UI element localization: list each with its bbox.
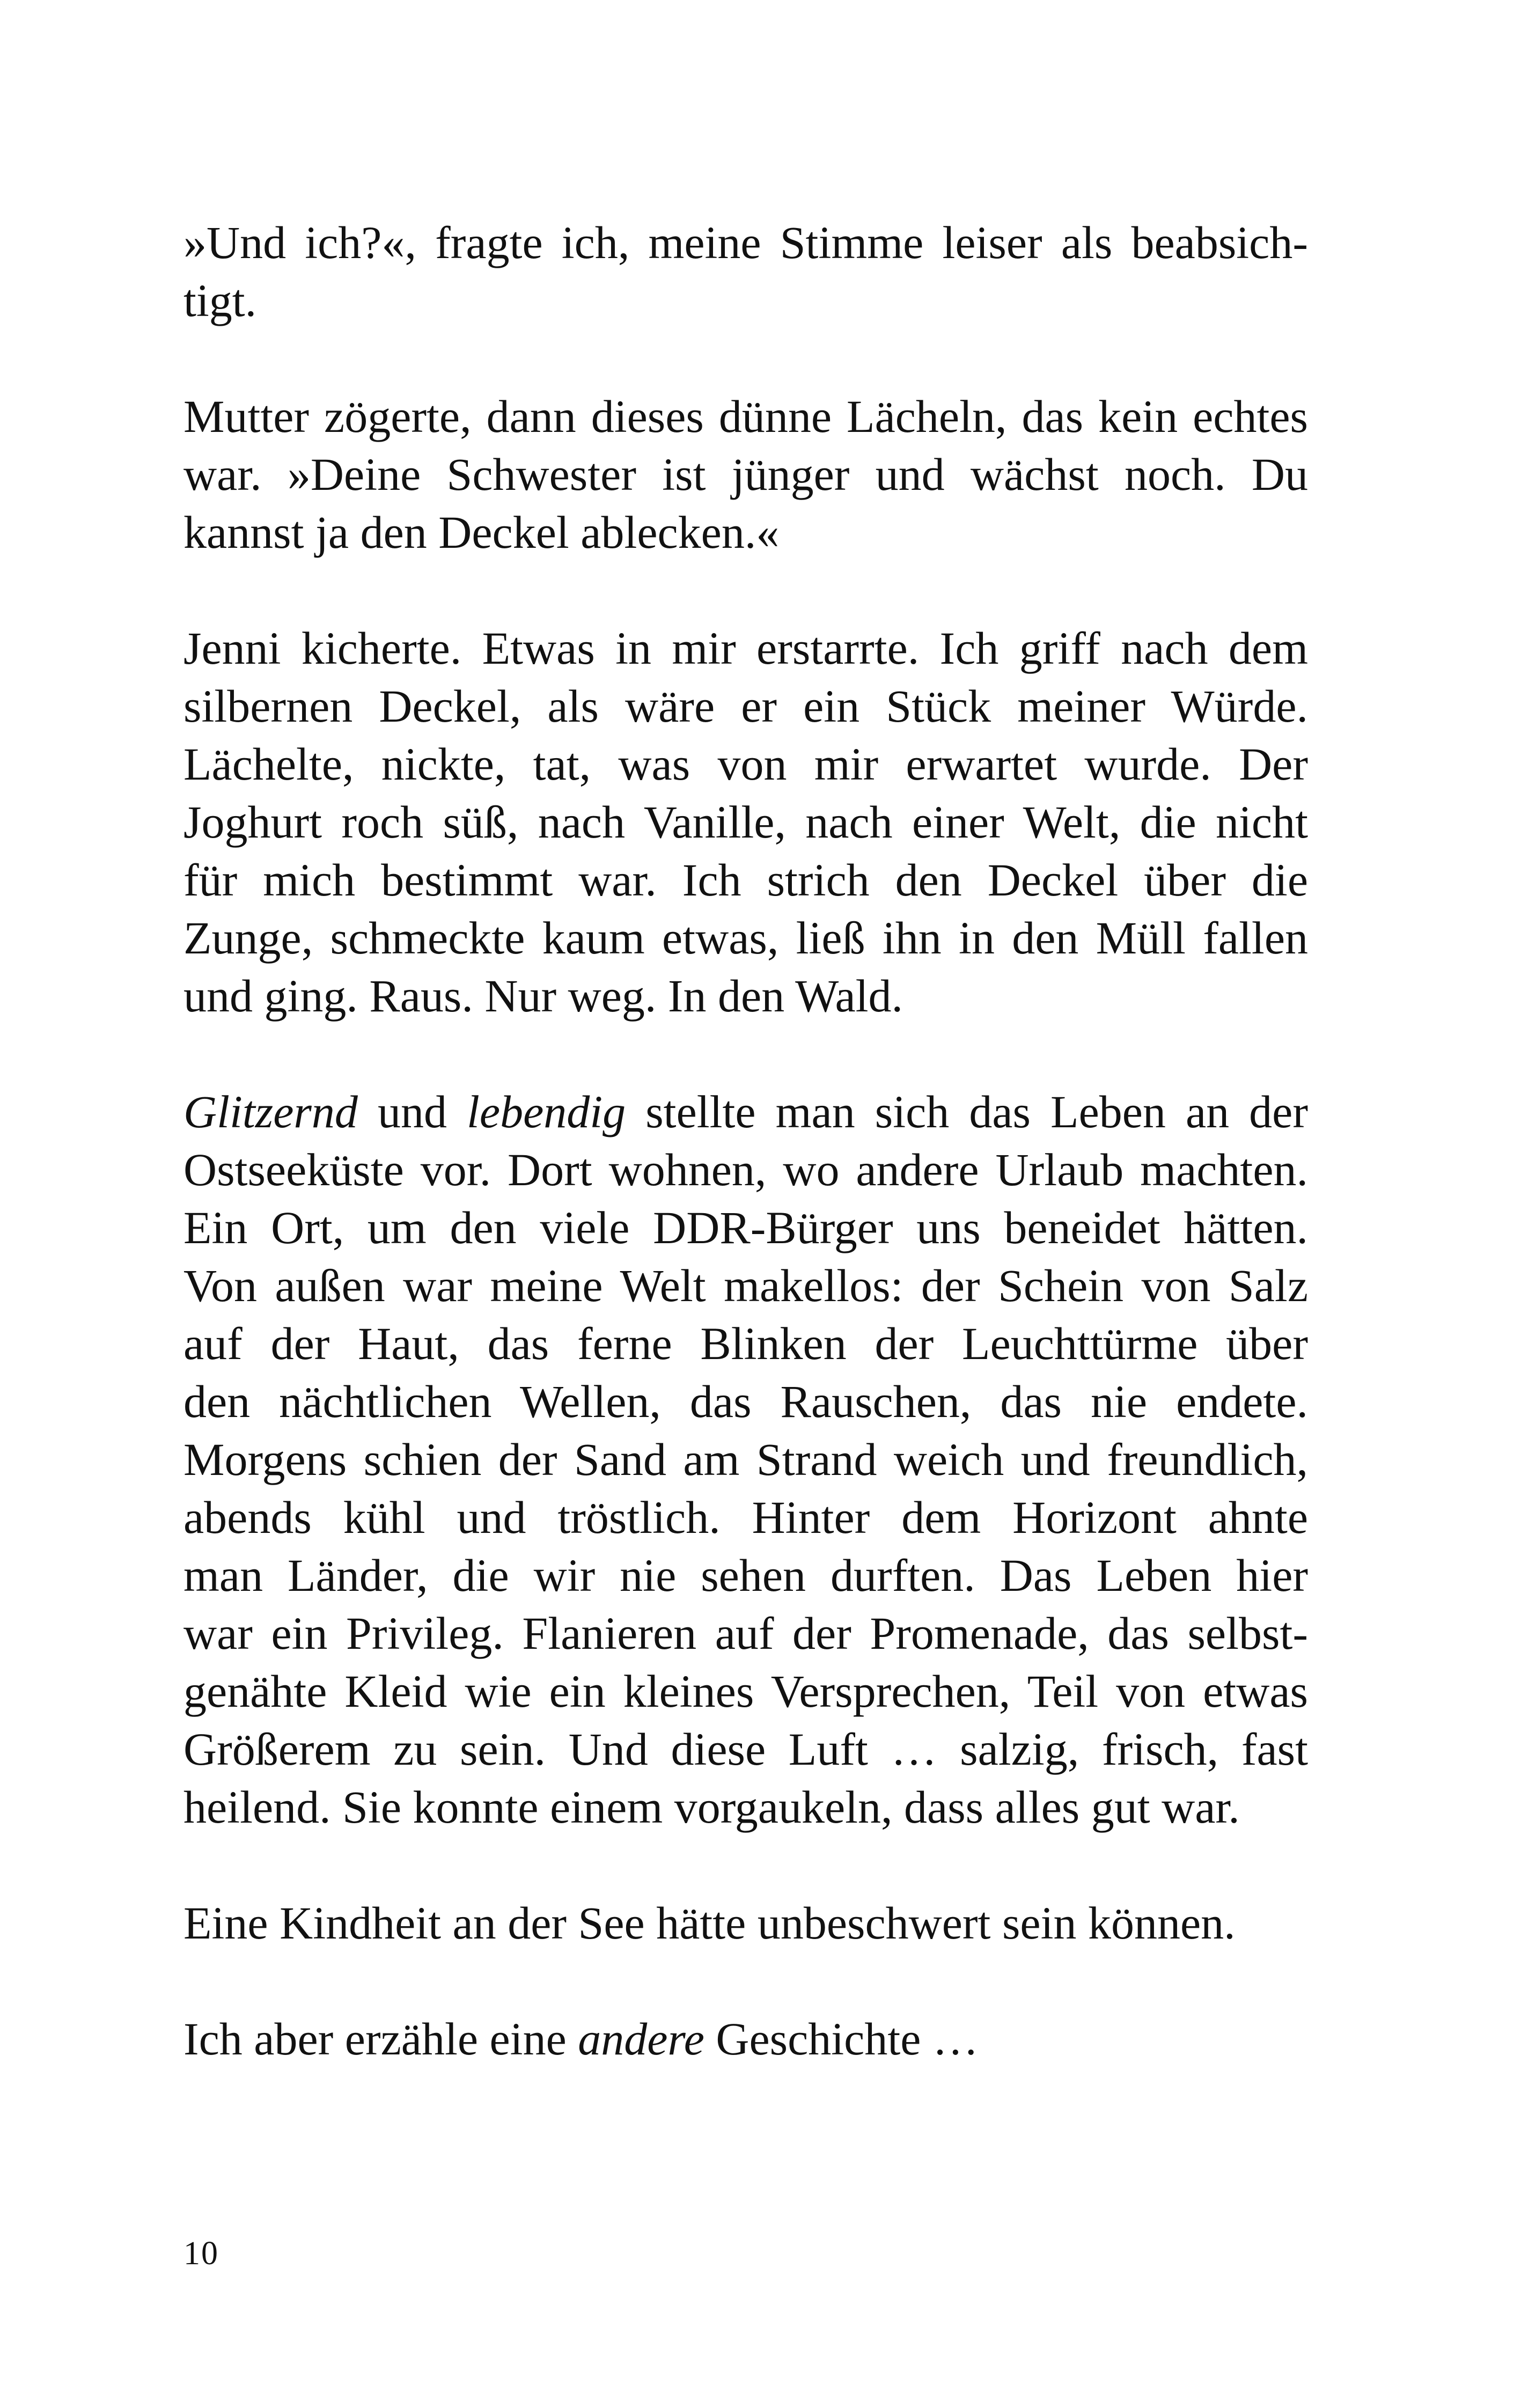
paragraph-2 bbox=[183, 387, 1308, 561]
text-line bbox=[183, 1083, 1308, 1141]
text-line: Von außen war meine Welt makellos: der Schein von Salz bbox=[183, 1260, 1308, 1311]
text-line: war ein Privileg. Flanieren auf der Promenade, das selbst- bbox=[183, 1607, 1308, 1659]
paragraph-4 bbox=[183, 1083, 1308, 1836]
text-line: für mich bestimmt war. Ich strich den Deckel über die bbox=[183, 854, 1308, 906]
text-line: tigt. bbox=[183, 275, 257, 326]
text-line: Morgens schien der Sand am Strand weich und freundlich, bbox=[183, 1434, 1308, 1485]
text-line: Joghurt roch süß, nach Vanille, nach einer Welt, die nicht bbox=[183, 796, 1308, 848]
text-line: Lächelte, nickte, tat, was von mir erwartet wurde. Der bbox=[183, 738, 1308, 790]
text-line: »Und ich?«, fragte ich, meine Stimme leiser als beabsich- bbox=[183, 217, 1308, 268]
text-line bbox=[183, 2010, 1308, 2068]
paragraph-6 bbox=[183, 2010, 1308, 2068]
text-line: Ostseeküste vor. Dort wohnen, wo andere Urlaub machten. bbox=[183, 1144, 1308, 1195]
text-line: und ging. Raus. Nur weg. In den Wald. bbox=[183, 970, 903, 1022]
text-line: Zunge, schmeckte kaum etwas, ließ ihn in den Müll fallen bbox=[183, 912, 1308, 964]
paragraph-5 bbox=[183, 1894, 1308, 1952]
text-run: und bbox=[357, 1086, 467, 1137]
text-run: Ich aber erzähle eine bbox=[183, 2013, 578, 2065]
text-line: Eine Kindheit an der See hätte unbeschwert sein können. bbox=[183, 1897, 1236, 1949]
italic-word: Glitzernd bbox=[183, 1086, 358, 1137]
text-line: kannst ja den Deckel ablecken.« bbox=[183, 506, 780, 558]
text-line: Größerem zu sein. Und diese Luft … salzig, frisch, fast bbox=[183, 1723, 1308, 1775]
text-line: Jenni kicherte. Etwas in mir erstarrte. Ich griff nach dem bbox=[183, 622, 1308, 674]
text-run: stellte man sich das Leben an der bbox=[626, 1086, 1308, 1137]
italic-word: andere bbox=[578, 2013, 704, 2065]
text-line: heilend. Sie konnte einem vorgaukeln, dass alles gut war. bbox=[183, 1781, 1240, 1833]
page-number: 10 bbox=[183, 2235, 219, 2272]
text-line: den nächtlichen Wellen, das Rauschen, das nie endete. bbox=[183, 1376, 1308, 1427]
paragraph-1 bbox=[183, 214, 1308, 329]
text-line: Mutter zögerte, dann dieses dünne Lächeln, das kein echtes bbox=[183, 391, 1308, 442]
text-line: war. »Deine Schwester ist jünger und wächst noch. Du bbox=[183, 449, 1308, 500]
text-line: genähte Kleid wie ein kleines Versprechen, Teil von etwas bbox=[183, 1665, 1308, 1717]
paragraph-3 bbox=[183, 619, 1308, 1025]
italic-word: lebendig bbox=[467, 1086, 626, 1137]
body-text bbox=[183, 214, 1308, 2068]
text-line: auf der Haut, das ferne Blinken der Leuchttürme über bbox=[183, 1318, 1308, 1369]
text-line: man Länder, die wir nie sehen durften. Das Leben hier bbox=[183, 1550, 1308, 1601]
text-line: silbernen Deckel, als wäre er ein Stück meiner Würde. bbox=[183, 680, 1308, 732]
text-line: abends kühl und tröstlich. Hinter dem Horizont ahnte bbox=[183, 1492, 1308, 1543]
text-run: Geschichte … bbox=[704, 2013, 979, 2065]
text-line: Ein Ort, um den viele DDR-Bürger uns beneidet hätten. bbox=[183, 1202, 1308, 1253]
